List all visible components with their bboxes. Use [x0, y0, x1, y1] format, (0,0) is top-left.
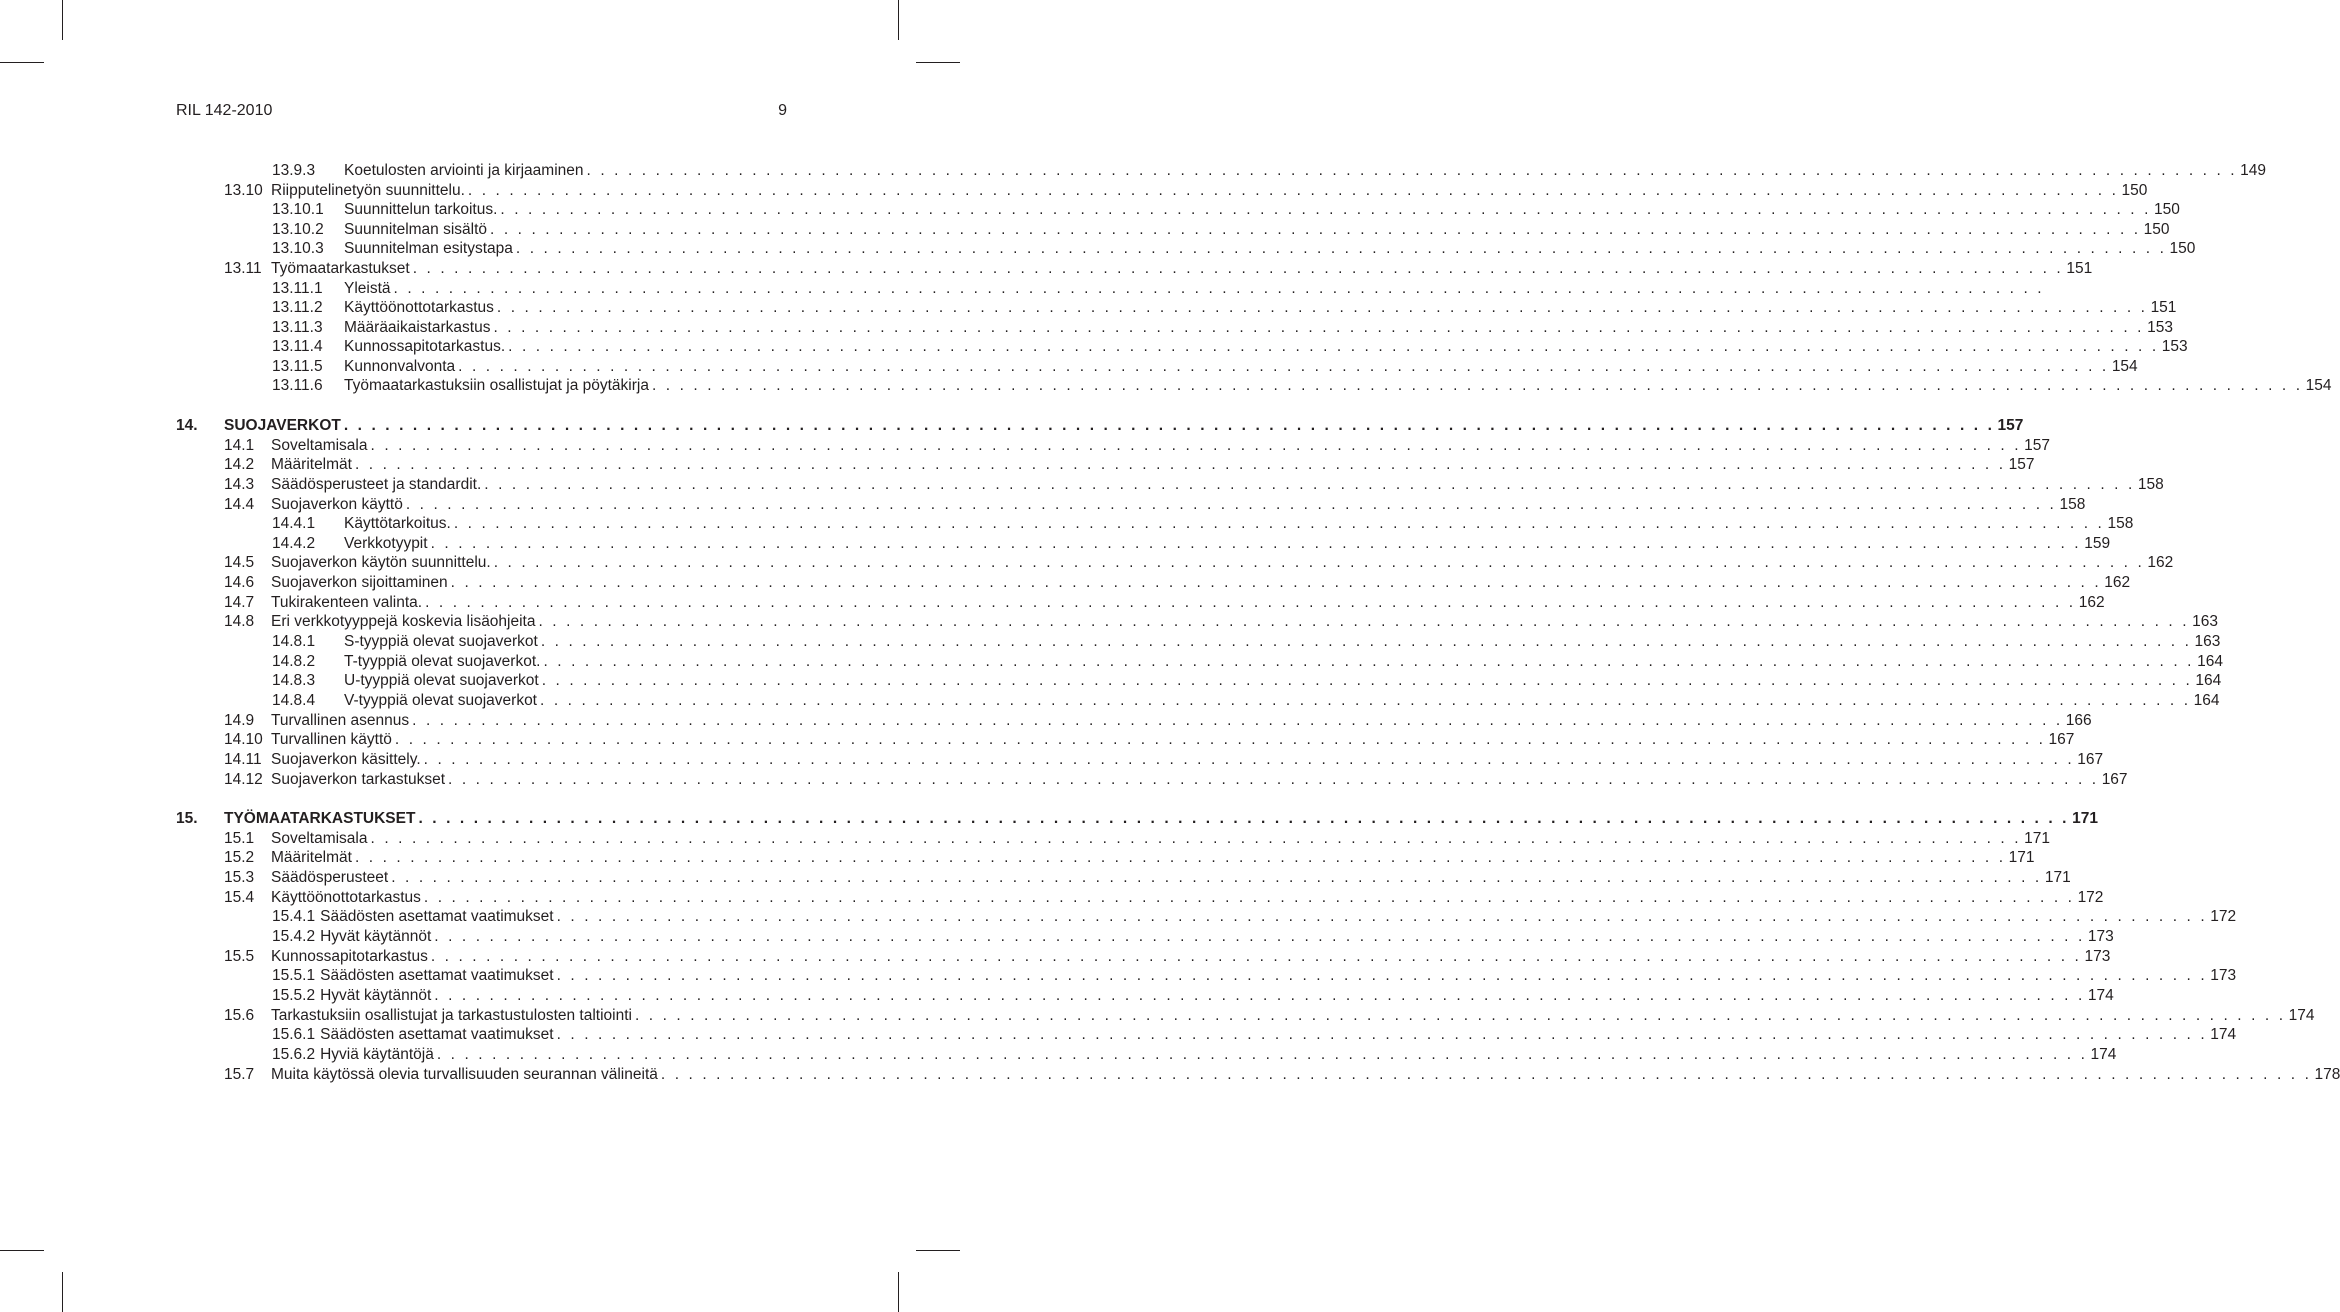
dot-leader: . . . . . . . . . . . . . . . . . . . . . . . . . . . . . . . . . . . . . . . . . . . . . . . . . . . . . . . . . . . . . . . . . . . . . . . . . . . . . . . . . . . . . . . . . . . . . . . . . . . . . . . . . . . . . . . . . . . . . . . .	[430, 535, 2082, 552]
dot-leader: . . . . . . . . . . . . . . . . . . . . . . . . . . . . . . . . . . . . . . . . . . . . . . . . . . . . . . . . . . . . . . . . . . . . . . . . . . . . . . . . . . . . . . . . . . . . . . . . . . . . . . . . . . . . . . . . . . . . . . . .	[538, 613, 2190, 630]
toc-entry-title: Määritelmät	[271, 849, 352, 866]
toc-entry[interactable]	[224, 711, 2092, 731]
toc-entry-number: 15.5	[224, 948, 255, 965]
toc-entry[interactable]	[272, 632, 2221, 652]
dot-leader: . . . . . . . . . . . . . . . . . . . . . . . . . . . . . . . . . . . . . . . . . . . . . . . . . . . . . . . . . . . . . . . . . . . . . . . . . . . . . . . . . . . . . . . . . . . . . . . . . . . . . . . . . . . . . . . . . . . . . . . .	[370, 437, 2022, 454]
toc-entry-number: 13.11	[224, 260, 262, 277]
toc-entry-number: 14.6	[224, 574, 255, 591]
toc-entry-page: 173	[2087, 928, 2114, 945]
toc-entry[interactable]	[224, 436, 2051, 456]
toc-entry-page: 154	[2305, 377, 2332, 394]
dot-leader: . . . . . . . . . . . . . . . . . . . . . . . . . . . . . . . . . . . . . . . . . . . . . . . . . . . . . . . . . . . . . . . . . . . . . . . . . . . . . . . . . . . . . . . . . . . . . . . . . . . . . . . . . . . . . . . . . . . . . . . .	[556, 908, 2208, 925]
toc-entry[interactable]	[272, 966, 2237, 986]
toc-entry-page: 149	[2240, 162, 2267, 179]
toc-entry-page: 173	[2084, 948, 2111, 965]
crop-mark-left-top	[0, 62, 44, 63]
toc-entry-number: 14.4.2	[272, 535, 316, 552]
toc-entry-page: 150	[2143, 221, 2170, 238]
toc-entry-page: 166	[2065, 712, 2092, 729]
dot-leader: . . . . . . . . . . . . . . . . . . . . . . . . . . . . . . . . . . . . . . . . . . . . . . . . . . . . . . . . . . . . . . . . . . . . . . . . . . . . . . . . . . . . . . . . . . . . . . . . . . . . . . . . . . . . . . . . . . . . . . . .	[343, 417, 1995, 434]
toc-entry-number: 13.11.5	[272, 358, 323, 375]
toc-entry-page: 174	[2090, 1046, 2117, 1063]
toc-entry[interactable]	[272, 1025, 2237, 1045]
toc-entry-page: 150	[2169, 240, 2196, 257]
toc-entry-page: 157	[2024, 437, 2051, 454]
dot-leader: . . . . . . . . . . . . . . . . . . . . . . . . . . . . . . . . . . . . . . . . . . . . . . . . . . . . . . . . . . . . . . . . . . . . . . . . . . . . . . . . . . . . . . . . . . . . . . . . . . . . . . . . . . . . . . . . . . . . . . . .	[370, 830, 2022, 847]
toc-entry[interactable]	[272, 691, 2220, 711]
toc-entry-number: 14.8.2	[272, 653, 316, 670]
toc-entry-title: Säädösperusteet	[271, 869, 389, 886]
toc-entry-title: Käyttöönottotarkastus	[271, 889, 421, 906]
dot-leader: . . . . . . . . . . . . . . . . . . . . . . . . . . . . . . . . . . . . . . . . . . . . . . . . . . . . . . . . . . . . . . . . . . . . . . . . . . . . . . . . . . . . . . . . . . . . . . . . . . . . . . . . . . . . . . . . . . . . . . . .	[391, 869, 2042, 886]
toc-entry[interactable]	[224, 848, 2035, 868]
toc-entry-number: 15.5.2	[272, 987, 316, 1004]
toc-entry-page: 157	[1997, 417, 2024, 434]
toc-entry-page: 159	[2084, 535, 2111, 552]
toc-entry-page: 164	[2197, 653, 2223, 670]
toc-entry[interactable]	[224, 730, 2075, 750]
toc-entry-number: 13.11.1	[272, 280, 323, 297]
toc-entry-number: 13.9.3	[272, 162, 316, 179]
toc-entry-title: Suojaverkon käytön suunnittelu.	[271, 554, 491, 571]
toc-entry-page: 173	[2210, 967, 2237, 984]
toc-entry-number: 14.11	[224, 751, 262, 768]
toc-entry-page: 164	[2193, 692, 2220, 709]
toc-entry-number: 15.3	[224, 869, 255, 886]
dot-leader: . . . . . . . . . . . . . . . . . . . . . . . . . . . . . . . . . . . . . . . . . . . . . . . . . . . . . . . . . . . . . . . . . . . . . . . . . . . . . . . . . . . . . . . . . . . . . . . . . . . . . . . . . . . . . . . . . . . . . . . .	[450, 574, 2102, 591]
dot-leader: . . . . . . . . . . . . . . . . . . . . . . . . . . . . . . . . . . . . . . . . . . . . . . . . . . . . . . . . . . . . . . . . . . . . . . . . . . . . . . . . . . . . . . . . . . . . . . . . . . . . . . . . . . . . . . . . . . . . . . . .	[423, 751, 2075, 768]
toc-entry-number: 13.10.3	[272, 240, 324, 257]
page-number: 9	[778, 102, 787, 119]
toc-entry-number: 14.3	[224, 476, 255, 493]
toc-entry-title: Koetulosten arviointi ja kirjaaminen	[344, 162, 584, 179]
toc-entry-page: 164	[2195, 672, 2222, 689]
toc-entry-title: S-tyyppiä olevat suojaverkot	[344, 633, 538, 650]
toc-entry[interactable]	[272, 376, 2332, 396]
toc-entry-number: 13.11.4	[272, 338, 323, 355]
toc-entry[interactable]	[224, 1006, 2315, 1026]
dot-leader: . . . . . . . . . . . . . . . . . . . . . . . . . . . . . . . . . . . . . . . . . . . . . . . . . . . . . . . . . . . . . . . . . . . . . . . . . . . . . . . . . . . . . . . . . . . . . . . . . . . . . . . . . . . . . . . . . . . . . . . .	[412, 712, 2063, 729]
toc-entry[interactable]	[224, 181, 2148, 201]
dot-leader: . . . . . . . . . . . . . . . . . . . . . . . . . . . . . . . . . . . . . . . . . . . . . . . . . . . . . . . . . . . . . . . . . . . . . . . . . . . . . . . . . . . . . . . . . . . . . . . . . . . . . . . . . . . . . . . . . . . . . . . .	[354, 849, 2006, 866]
toc-entry-title: Kunnonvalvonta	[344, 358, 456, 375]
toc-entry-title: Käyttötarkoitus.	[344, 515, 451, 532]
toc-entry-number: 14.4	[224, 496, 255, 513]
dot-leader: . . . . . . . . . . . . . . . . . . . . . . . . . . . . . . . . . . . . . . . . . . . . . . . . . . . . . . . . . . . . . . . . . . . . . . . . . . . . . . . . . . . . . . . . . . . . . . . . . . . . . . . . . . . . . . . . . . . . . . . .	[586, 162, 2238, 179]
toc-entry-page: 167	[2101, 771, 2128, 788]
toc-entry-title: Suojaverkon tarkastukset	[271, 771, 446, 788]
toc-entry-page: 167	[2077, 751, 2104, 768]
toc-entry-page: 150	[2154, 201, 2180, 218]
dot-leader: . . . . . . . . . . . . . . . . . . . . . . . . . . . . . . . . . . . . . . . . . . . . . . . . . . . . . . . . . . . . . . . . . . . . . . . . . . . . . . . . . . . . . . . . . . . . . . . . . . . . . . . . . . . . . . . . . . . . . . . .	[393, 280, 2045, 297]
toc-entry-page: 163	[2192, 613, 2218, 630]
toc-entry-title: Yleistä	[344, 280, 391, 297]
toc-entry-number: 14.10	[224, 731, 263, 748]
toc-entry-page: 162	[2078, 594, 2105, 611]
toc-entry-page: 171	[2008, 849, 2035, 866]
toc-entry-number: 15.4	[224, 889, 255, 906]
toc-entry[interactable]	[224, 593, 2105, 613]
toc-entry-number: 13.10.1	[272, 201, 324, 218]
toc-entry-page: 171	[2044, 869, 2071, 886]
toc-entry-title: Säädösten asettamat vaatimukset	[320, 908, 554, 925]
toc-entry[interactable]	[224, 553, 2174, 573]
toc-entry-title: Soveltamisala	[271, 830, 368, 847]
toc-entry-title: Määräaikaistarkastus	[344, 319, 491, 336]
dot-leader: . . . . . . . . . . . . . . . . . . . . . . . . . . . . . . . . . . . . . . . . . . . . . . . . . . . . . . . . . . . . . . . . . . . . . . . . . . . . . . . . . . . . . . . . . . . . . . . . . . . . . . . . . . . . . . . . . . . . . . . .	[541, 672, 2193, 689]
toc-entry[interactable]	[272, 927, 2114, 947]
toc-entry-title: Turvallinen asennus	[271, 712, 410, 729]
toc-entry-title: Määritelmät	[271, 456, 352, 473]
toc-entry[interactable]	[272, 279, 2045, 299]
toc-entry-title: Työmaatarkastukset	[271, 260, 410, 277]
dot-leader: . . . . . . . . . . . . . . . . . . . . . . . . . . . . . . . . . . . . . . . . . . . . . . . . . . . . . . . . . . . . . . . . . . . . . . . . . . . . . . . . . . . . . . . . . . . . . . . . . . . . . . . . . . . . . . . . . . . . . . . .	[418, 810, 2070, 827]
toc-entry-page: 153	[2161, 338, 2188, 355]
toc-entry-title: Suojaverkon sijoittaminen	[271, 574, 448, 591]
toc-entry-number: 15.4.2	[272, 928, 316, 945]
toc-entry-number: 15.5.1	[272, 967, 316, 984]
toc-entry[interactable]	[272, 200, 2180, 220]
toc-entry-title: Käyttöönottotarkastus	[344, 299, 494, 316]
toc-entry[interactable]	[176, 809, 2098, 829]
toc-entry-number: 14.9	[224, 712, 255, 729]
dot-leader: . . . . . . . . . . . . . . . . . . . . . . . . . . . . . . . . . . . . . . . . . . . . . . . . . . . . . . . . . . . . . . . . . . . . . . . . . . . . . . . . . . . . . . . . . . . . . . . . . . . . . . . . . . . . . . . . . . . . . . . .	[354, 456, 2006, 473]
toc-entry-page: 172	[2077, 889, 2104, 906]
toc-entry-title: Suunnitelman sisältö	[344, 221, 488, 238]
dot-leader: . . . . . . . . . . . . . . . . . . . . . . . . . . . . . . . . . . . . . . . . . . . . . . . . . . . . . . . . . . . . . . . . . . . . . . . . . . . . . . . . . . . . . . . . . . . . . . . . . . . . . . . . . . . . . . . . . . . . . . . .	[484, 476, 2135, 493]
toc-entry-number: 14.8.1	[272, 633, 316, 650]
toc-entry-page: 174	[2210, 1026, 2237, 1043]
toc-entry-number: 14.	[176, 417, 198, 434]
dot-leader: . . . . . . . . . . . . . . . . . . . . . . . . . . . . . . . . . . . . . . . . . . . . . . . . . . . . . . . . . . . . . . . . . . . . . . . . . . . . . . . . . . . . . . . . . . . . . . . . . . . . . . . . . . . . . . . . . . . . . . . .	[430, 948, 2082, 965]
toc-entry-title: Soveltamisala	[271, 437, 368, 454]
crop-mark-top-left	[62, 0, 63, 40]
dot-leader: . . . . . . . . . . . . . . . . . . . . . . . . . . . . . . . . . . . . . . . . . . . . . . . . . . . . . . . . . . . . . . . . . . . . . . . . . . . . . . . . . . . . . . . . . . . . . . . . . . . . . . . . . . . . . . . . . . . . . . . .	[496, 299, 2148, 316]
dot-leader: . . . . . . . . . . . . . . . . . . . . . . . . . . . . . . . . . . . . . . . . . . . . . . . . . . . . . . . . . . . . . . . . . . . . . . . . . . . . . . . . . . . . . . . . . . . . . . . . . . . . . . . . . . . . . . . . . . . . . . . .	[556, 967, 2208, 984]
toc-entry[interactable]	[272, 318, 2173, 338]
toc-entry-number: 15.6.1	[272, 1026, 316, 1043]
toc-entry-page: 174	[2288, 1007, 2315, 1024]
toc-entry-number: 15.4.1	[272, 908, 316, 925]
toc-entry[interactable]	[272, 220, 2170, 240]
toc-entry-number: 15.2	[224, 849, 255, 866]
toc-entry-page: 163	[2194, 633, 2221, 650]
toc-entry-title: Eri verkkotyyppejä koskevia lisäohjeita	[271, 613, 536, 630]
dot-leader: . . . . . . . . . . . . . . . . . . . . . . . . . . . . . . . . . . . . . . . . . . . . . . . . . . . . . . . . . . . . . . . . . . . . . . . . . . . . . . . . . . . . . . . . . . . . . . . . . . . . . . . . . . . . . . . . . . . . . . . .	[423, 889, 2075, 906]
toc-entry[interactable]	[224, 750, 2104, 770]
toc-entry[interactable]	[176, 416, 2024, 436]
toc-entry[interactable]	[272, 1045, 2117, 1065]
toc-entry-number: 15.6	[224, 1007, 255, 1024]
toc-entry[interactable]	[272, 534, 2111, 554]
dot-leader: . . . . . . . . . . . . . . . . . . . . . . . . . . . . . . . . . . . . . . . . . . . . . . . . . . . . . . . . . . . . . . . . . . . . . . . . . . . . . . . . . . . . . . . . . . . . . . . . . . . . . . . . . . . . . . . . . . . . . . . .	[425, 594, 2076, 611]
dot-leader: . . . . . . . . . . . . . . . . . . . . . . . . . . . . . . . . . . . . . . . . . . . . . . . . . . . . . . . . . . . . . . . . . . . . . . . . . . . . . . . . . . . . . . . . . . . . . . . . . . . . . . . . . . . . . . . . . . . . . . . .	[508, 338, 2159, 355]
toc-entry-number: 15.1	[224, 830, 255, 847]
toc-entry-page: 153	[2147, 319, 2173, 336]
toc-entry-title: Suunnitelman esitystapa	[344, 240, 513, 257]
toc-entry-page: 178	[2314, 1066, 2340, 1083]
dot-leader: . . . . . . . . . . . . . . . . . . . . . . . . . . . . . . . . . . . . . . . . . . . . . . . . . . . . . . . . . . . . . . . . . . . . . . . . . . . . . . . . . . . . . . . . . . . . . . . . . . . . . . . . . . . . . . . . . . . . . . . .	[493, 554, 2145, 571]
toc-entry[interactable]	[224, 829, 2051, 849]
toc-entry-title: Suunnittelun tarkoitus.	[344, 201, 498, 218]
toc-entry-number: 13.10	[224, 182, 263, 199]
toc-entry[interactable]	[224, 947, 2111, 967]
toc-entry-page: 158	[2059, 496, 2086, 513]
toc-entry-page: 174	[2087, 987, 2114, 1004]
toc-entry[interactable]	[272, 652, 2223, 672]
toc-entry[interactable]	[272, 298, 2177, 318]
dot-leader: . . . . . . . . . . . . . . . . . . . . . . . . . . . . . . . . . . . . . . . . . . . . . . . . . . . . . . . . . . . . . . . . . . . . . . . . . . . . . . . . . . . . . . . . . . . . . . . . . . . . . . . . . . . . . . . . . . . . . . . .	[556, 1026, 2208, 1043]
toc-entry-number: 15.6.2	[272, 1046, 316, 1063]
toc-entry-number: 15.7	[224, 1066, 255, 1083]
toc-entry[interactable]	[224, 475, 2164, 495]
toc-entry-title: V-tyyppiä olevat suojaverkot	[344, 692, 537, 709]
toc-entry-title: Kunnossapitotarkastus	[271, 948, 428, 965]
crop-mark-bottom-right	[898, 1272, 899, 1312]
toc-entry-number: 14.2	[224, 456, 255, 473]
toc-entry-page: 171	[2072, 810, 2098, 827]
toc-entry[interactable]	[224, 888, 2104, 908]
running-title: RIL 142-2010	[176, 102, 273, 119]
dot-leader: . . . . . . . . . . . . . . . . . . . . . . . . . . . . . . . . . . . . . . . . . . . . . . . . . . . . . . . . . . . . . . . . . . . . . . . . . . . . . . . . . . . . . . . . . . . . . . . . . . . . . . . . . . . . . . . . . . . . . . . .	[493, 319, 2145, 336]
dot-leader: . . . . . . . . . . . . . . . . . . . . . . . . . . . . . . . . . . . . . . . . . . . . . . . . . . . . . . . . . . . . . . . . . . . . . . . . . . . . . . . . . . . . . . . . . . . . . . . . . . . . . . . . . . . . . . . . . . . . . . . .	[500, 201, 2152, 218]
toc-entry-number: 15.	[176, 810, 198, 827]
toc-entry-number: 14.8.4	[272, 692, 316, 709]
toc-entry-title: T-tyyppiä olevat suojaverkot.	[344, 653, 541, 670]
toc-entry-title: Turvallinen käyttö	[271, 731, 392, 748]
toc-entry-title: Hyviä käytäntöjä	[320, 1046, 434, 1063]
toc-entry-title: Tukirakenteen valinta.	[271, 594, 423, 611]
toc-entry-title: Työmaatarkastuksiin osallistujat ja pöytäkirja	[344, 377, 649, 394]
dot-leader: . . . . . . . . . . . . . . . . . . . . . . . . . . . . . . . . . . . . . . . . . . . . . . . . . . . . . . . . . . . . . . . . . . . . . . . . . . . . . . . . . . . . . . . . . . . . . . . . . . . . . . . . . . . . . . . . . . . . . . . .	[405, 496, 2057, 513]
toc-entry-title: Säädösten asettamat vaatimukset	[320, 1026, 554, 1043]
toc-entry-number: 14.7	[224, 594, 255, 611]
toc-entry-page: 162	[2104, 574, 2131, 591]
dot-leader: . . . . . . . . . . . . . . . . . . . . . . . . . . . . . . . . . . . . . . . . . . . . . . . . . . . . . . . . . . . . . . . . . . . . . . . . . . . . . . . . . . . . . . . . . . . . . . . . . . . . . . . . . . . . . . . . . . . . . . . .	[394, 731, 2046, 748]
dot-leader: . . . . . . . . . . . . . . . . . . . . . . . . . . . . . . . . . . . . . . . . . . . . . . . . . . . . . . . . . . . . . . . . . . . . . . . . . . . . . . . . . . . . . . . . . . . . . . . . . . . . . . . . . . . . . . . . . . . . . . . .	[434, 987, 2085, 1004]
toc-entry[interactable]	[272, 239, 2196, 259]
dot-leader: . . . . . . . . . . . . . . . . . . . . . . . . . . . . . . . . . . . . . . . . . . . . . . . . . . . . . . . . . . . . . . . . . . . . . . . . . . . . . . . . . . . . . . . . . . . . . . . . . . . . . . . . . . . . . . . . . . . . . . . .	[540, 633, 2192, 650]
toc-entry-page: 167	[2048, 731, 2075, 748]
toc-entry[interactable]	[224, 770, 2128, 790]
toc-entry-number: 14.4.1	[272, 515, 316, 532]
toc-entry-title: Muita käytössä olevia turvallisuuden seurannan välineitä	[271, 1066, 658, 1083]
dot-leader: . . . . . . . . . . . . . . . . . . . . . . . . . . . . . . . . . . . . . . . . . . . . . . . . . . . . . . . . . . . . . . . . . . . . . . . . . . . . . . . . . . . . . . . . . . . . . . . . . . . . . . . . . . . . . . . . . . . . . . . .	[458, 358, 2109, 375]
toc-entry-title: Suojaverkon käyttö	[271, 496, 403, 513]
toc-entry-number: 14.5	[224, 554, 255, 571]
toc-entry-title: Tarkastuksiin osallistujat ja tarkastustulosten taltiointi	[271, 1007, 632, 1024]
toc-entry-number: 13.10.2	[272, 221, 324, 238]
toc-entry-page: 171	[2024, 830, 2051, 847]
crop-mark-top-right	[898, 0, 899, 40]
toc-entry-page: 151	[2150, 299, 2177, 316]
toc-entry-title: TYÖMAATARKASTUKSET	[224, 810, 416, 827]
toc-entry-page: 150	[2121, 182, 2148, 199]
crop-mark-right-top	[916, 62, 960, 63]
toc-entry[interactable]	[272, 514, 2134, 534]
toc-entry[interactable]	[224, 259, 2093, 279]
dot-leader: . . . . . . . . . . . . . . . . . . . . . . . . . . . . . . . . . . . . . . . . . . . . . . . . . . . . . . . . . . . . . . . . . . . . . . . . . . . . . . . . . . . . . . . . . . . . . . . . . . . . . . . . . . . . . . . . . . . . . . . .	[660, 1066, 2312, 1083]
toc-entry[interactable]	[272, 337, 2188, 357]
toc-entry-number: 14.8.3	[272, 672, 316, 689]
toc-entry-page: 151	[2066, 260, 2093, 277]
toc-entry-number: 13.11.6	[272, 377, 323, 394]
toc-entry-page: 162	[2147, 554, 2174, 571]
toc-entry[interactable]	[224, 455, 2035, 475]
toc-entry-page: 154	[2111, 358, 2138, 375]
toc-entry-number: 13.11.2	[272, 299, 323, 316]
dot-leader: . . . . . . . . . . . . . . . . . . . . . . . . . . . . . . . . . . . . . . . . . . . . . . . . . . . . . . . . . . . . . . . . . . . . . . . . . . . . . . . . . . . . . . . . . . . . . . . . . . . . . . . . . . . . . . . . . . . . . . . .	[651, 377, 2303, 394]
toc-entry[interactable]	[272, 671, 2222, 691]
toc-entry-number: 14.1	[224, 437, 255, 454]
dot-leader: . . . . . . . . . . . . . . . . . . . . . . . . . . . . . . . . . . . . . . . . . . . . . . . . . . . . . . . . . . . . . . . . . . . . . . . . . . . . . . . . . . . . . . . . . . . . . . . . . . . . . . . . . . . . . . . . . . . . . . . .	[543, 653, 2195, 670]
toc-entry[interactable]	[224, 495, 2086, 515]
toc-entry[interactable]	[272, 907, 2237, 927]
toc-entry[interactable]	[272, 357, 2138, 377]
toc-entry-title: Verkkotyypit	[344, 535, 428, 552]
toc-entry[interactable]	[224, 868, 2071, 888]
dot-leader: . . . . . . . . . . . . . . . . . . . . . . . . . . . . . . . . . . . . . . . . . . . . . . . . . . . . . . . . . . . . . . . . . . . . . . . . . . . . . . . . . . . . . . . . . . . . . . . . . . . . . . . . . . . . . . . . . . . . . . . .	[634, 1007, 2286, 1024]
toc-entry[interactable]	[224, 573, 2131, 593]
toc-entry-page: 157	[2008, 456, 2035, 473]
toc-entry-title: Riipputelinetyön suunnittelu.	[271, 182, 465, 199]
dot-leader: . . . . . . . . . . . . . . . . . . . . . . . . . . . . . . . . . . . . . . . . . . . . . . . . . . . . . . . . . . . . . . . . . . . . . . . . . . . . . . . . . . . . . . . . . . . . . . . . . . . . . . . . . . . . . . . . . . . . . . . .	[434, 928, 2085, 945]
toc-entry-title: U-tyyppiä olevat suojaverkot	[344, 672, 539, 689]
crop-mark-left-bottom	[0, 1250, 44, 1251]
dot-leader: . . . . . . . . . . . . . . . . . . . . . . . . . . . . . . . . . . . . . . . . . . . . . . . . . . . . . . . . . . . . . . . . . . . . . . . . . . . . . . . . . . . . . . . . . . . . . . . . . . . . . . . . . . . . . . . . . . . . . . . .	[453, 515, 2105, 532]
toc-entry-title: Hyvät käytännöt	[320, 928, 432, 945]
dot-leader: . . . . . . . . . . . . . . . . . . . . . . . . . . . . . . . . . . . . . . . . . . . . . . . . . . . . . . . . . . . . . . . . . . . . . . . . . . . . . . . . . . . . . . . . . . . . . . . . . . . . . . . . . . . . . . . . . . . . . . . .	[515, 240, 2167, 257]
toc-entry-title: Hyvät käytännöt	[320, 987, 432, 1004]
toc-entry[interactable]	[224, 612, 2218, 632]
dot-leader: . . . . . . . . . . . . . . . . . . . . . . . . . . . . . . . . . . . . . . . . . . . . . . . . . . . . . . . . . . . . . . . . . . . . . . . . . . . . . . . . . . . . . . . . . . . . . . . . . . . . . . . . . . . . . . . . . . . . . . . .	[540, 692, 2191, 709]
toc-entry-title: Säädösten asettamat vaatimukset	[320, 967, 554, 984]
toc-entry-title: Kunnossapitotarkastus.	[344, 338, 506, 355]
crop-mark-bottom-left	[62, 1272, 63, 1312]
toc-entry-title: Säädösperusteet ja standardit.	[271, 476, 482, 493]
toc-entry[interactable]	[272, 986, 2114, 1006]
toc-entry[interactable]	[224, 1065, 2340, 1085]
dot-leader: . . . . . . . . . . . . . . . . . . . . . . . . . . . . . . . . . . . . . . . . . . . . . . . . . . . . . . . . . . . . . . . . . . . . . . . . . . . . . . . . . . . . . . . . . . . . . . . . . . . . . . . . . . . . . . . . . . . . . . . .	[467, 182, 2119, 199]
dot-leader: . . . . . . . . . . . . . . . . . . . . . . . . . . . . . . . . . . . . . . . . . . . . . . . . . . . . . . . . . . . . . . . . . . . . . . . . . . . . . . . . . . . . . . . . . . . . . . . . . . . . . . . . . . . . . . . . . . . . . . . .	[490, 221, 2141, 238]
dot-leader: . . . . . . . . . . . . . . . . . . . . . . . . . . . . . . . . . . . . . . . . . . . . . . . . . . . . . . . . . . . . . . . . . . . . . . . . . . . . . . . . . . . . . . . . . . . . . . . . . . . . . . . . . . . . . . . . . . . . . . . .	[448, 771, 2099, 788]
toc-entry[interactable]	[272, 161, 2267, 181]
toc-entry-number: 14.8	[224, 613, 255, 630]
toc-entry-title: Suojaverkon käsittely.	[271, 751, 421, 768]
toc-entry-number: 13.11.3	[272, 319, 323, 336]
toc-entry-page: 172	[2210, 908, 2237, 925]
toc-entry-page: 158	[2107, 515, 2134, 532]
dot-leader: . . . . . . . . . . . . . . . . . . . . . . . . . . . . . . . . . . . . . . . . . . . . . . . . . . . . . . . . . . . . . . . . . . . . . . . . . . . . . . . . . . . . . . . . . . . . . . . . . . . . . . . . . . . . . . . . . . . . . . . .	[436, 1046, 2088, 1063]
toc-entry-title: SUOJAVERKOT	[224, 417, 341, 434]
toc-entry-page: 158	[2137, 476, 2164, 493]
dot-leader: . . . . . . . . . . . . . . . . . . . . . . . . . . . . . . . . . . . . . . . . . . . . . . . . . . . . . . . . . . . . . . . . . . . . . . . . . . . . . . . . . . . . . . . . . . . . . . . . . . . . . . . . . . . . . . . . . . . . . . . .	[412, 260, 2064, 277]
toc-entry-number: 14.12	[224, 771, 263, 788]
crop-mark-right-bottom	[916, 1250, 960, 1251]
